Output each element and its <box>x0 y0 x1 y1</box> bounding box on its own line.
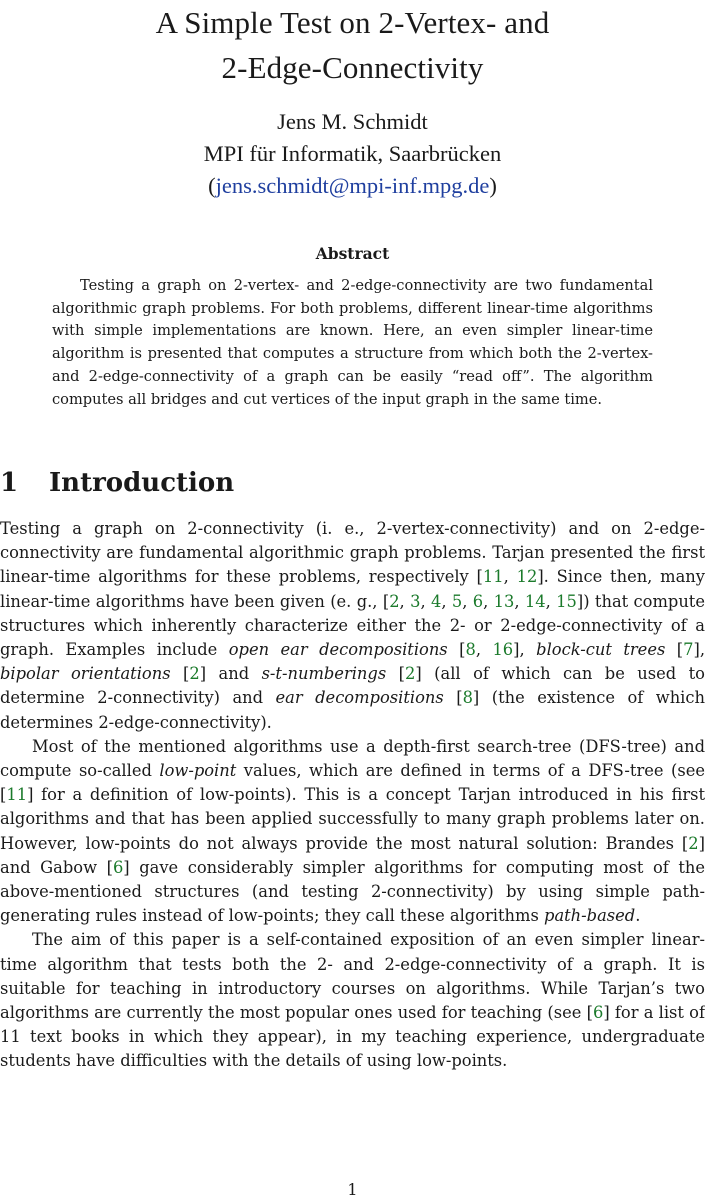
abstract-heading: Abstract <box>315 244 390 263</box>
citation-link[interactable]: 12 <box>516 567 538 587</box>
text-run: , <box>514 591 525 611</box>
citation-link[interactable]: 2 <box>189 664 200 684</box>
author-email-line <box>0 170 705 202</box>
term-block-cut-trees: block-cut trees <box>536 640 666 660</box>
text-run: ] (all of which can be used to determine 2-connectivity) and <box>0 664 705 708</box>
page-number: 1 <box>347 1180 358 1199</box>
text-run: , <box>420 591 431 611</box>
text-run: [ <box>443 688 463 708</box>
text-run: , <box>483 591 494 611</box>
text-run: , <box>441 591 452 611</box>
text-run: ]) that compute structures which inherently characterize either the 2- or 2-edge-connectivity of a graph. Examples include <box>0 591 705 660</box>
citation-link[interactable]: 8 <box>465 640 476 660</box>
term-open-ear-decompositions: open ear decompositions <box>228 640 448 660</box>
text-run: The aim of this paper is a self-contained exposition of an even simpler linear-time algorithm that tests both the 2- and 2-edge-connectivity of a graph. It is suitable for teaching in introductory courses on algorithms. While Tarjan’s two algorithms are currently the most popular ones used for teaching (see [ <box>0 930 705 1023</box>
text-run: . <box>635 906 641 926</box>
citation-link[interactable]: 2 <box>389 591 400 611</box>
text-run: , <box>503 567 517 587</box>
intro-paragraph-3 <box>0 928 705 1073</box>
text-run: , <box>475 640 493 660</box>
text-run: Testing a graph on 2-connectivity (i. e., 2-vertex-connectivity) and on 2-edge-connectivity are fundamental algorithmic graph problems. Tarjan presented the first linear-time algorithms for these problems, respectively [ <box>0 519 705 587</box>
term-bipolar-orientations: bipolar orientations <box>0 664 171 684</box>
text-run: Most of the mentioned algorithms use a depth-first search-tree (DFS-tree) and compute so-called <box>0 736 705 781</box>
citation-link[interactable]: 3 <box>410 591 421 611</box>
email-close-paren: ) <box>489 173 497 198</box>
title-block <box>0 0 705 90</box>
text-run: values, which are defined in terms of a DFS-tree (see [ <box>0 761 705 805</box>
citation-link[interactable]: 7 <box>683 640 694 660</box>
email-open-paren: ( <box>208 173 216 198</box>
term-st-numberings: s-t-numberings <box>261 664 387 684</box>
intro-paragraph-1 <box>0 517 705 735</box>
citation-link[interactable]: 8 <box>462 688 473 708</box>
author-block <box>0 106 705 202</box>
citation-link[interactable]: 5 <box>451 591 463 611</box>
paper-title <box>0 0 705 90</box>
text-run: [ <box>386 664 405 684</box>
citation-link[interactable]: 4 <box>430 591 442 611</box>
author-affiliation: MPI für Informatik, Saarbrücken <box>203 141 502 166</box>
term-ear-decompositions: ear decompositions <box>275 688 444 708</box>
text-run: ], <box>693 640 705 660</box>
citation-link[interactable]: 2 <box>405 664 416 684</box>
title-line-1: A Simple Test on 2-Vertex- and <box>155 5 550 40</box>
text-run: , <box>399 591 411 611</box>
citation-link[interactable]: 6 <box>592 1003 604 1023</box>
intro-paragraph-2 <box>0 735 705 929</box>
text-run: ], <box>513 640 537 660</box>
text-run: , <box>545 591 557 611</box>
citation-link[interactable]: 6 <box>112 857 124 877</box>
citation-link[interactable]: 15 <box>556 591 577 611</box>
text-run: , <box>462 591 473 611</box>
term-path-based: path-based <box>544 906 636 926</box>
text-run: ] (the existence of which determines 2-edge-connectivity). <box>0 688 705 732</box>
term-low-point: low-point <box>159 761 237 781</box>
abstract-text: Testing a graph on 2-vertex- and 2-edge-connectivity are two fundamental algorithmic graph problems. For both problems, different linear-time algorithms with simple implementations are known. Here, an even simpler linear-time algorithm is presented that computes a structure from which both the 2-vertex- and 2-edge-connectivity of a graph can be easily “read off”. The algorithm computes all bridges and cut vertices of the input graph in the same time. <box>52 277 653 408</box>
citation-link[interactable]: 6 <box>472 591 484 611</box>
text-run: ] and Gabow [ <box>0 833 705 877</box>
text-run: [ <box>447 640 466 660</box>
author-name: Jens M. Schmidt <box>277 109 428 134</box>
text-run: ] gave considerably simpler algorithms for computing most of the above-mentioned structures (and testing 2-connectivity) by using simple path-generating rules instead of low-points; they call these algorithms <box>0 857 705 926</box>
citation-link[interactable]: 14 <box>524 591 546 611</box>
citation-link[interactable]: 11 <box>6 785 28 805</box>
text-run: [ <box>170 664 190 684</box>
text-run: ] for a list of 11 text books in which they appear), in my teaching experience, undergraduate students have difficulties with the details of using low-points. <box>0 1003 705 1071</box>
citation-link[interactable]: 11 <box>482 567 504 587</box>
citation-link[interactable]: 2 <box>688 833 699 853</box>
intro-body <box>0 517 705 1074</box>
text-run: ] for a definition of low-points). This is a concept Tarjan introduced in his first algorithms and that has been applied successfully to many graph problems later on. However, low-points do not always provide the most natural solution: Brandes [ <box>0 785 705 853</box>
citation-link[interactable]: 13 <box>493 591 515 611</box>
section-number: 1 <box>0 468 19 498</box>
text-run: [ <box>665 640 684 660</box>
text-run: ] and <box>199 664 262 684</box>
section-title: Introduction <box>49 468 235 498</box>
text-run: ]. Since then, many linear-time algorithms have been given (e. g., [ <box>0 567 705 611</box>
citation-link[interactable]: 16 <box>492 640 514 660</box>
section-heading <box>0 468 234 498</box>
title-line-2: 2-Edge-Connectivity <box>221 50 484 85</box>
author-email-link[interactable]: jens.schmidt@mpi-inf.mpg.de <box>215 173 490 198</box>
